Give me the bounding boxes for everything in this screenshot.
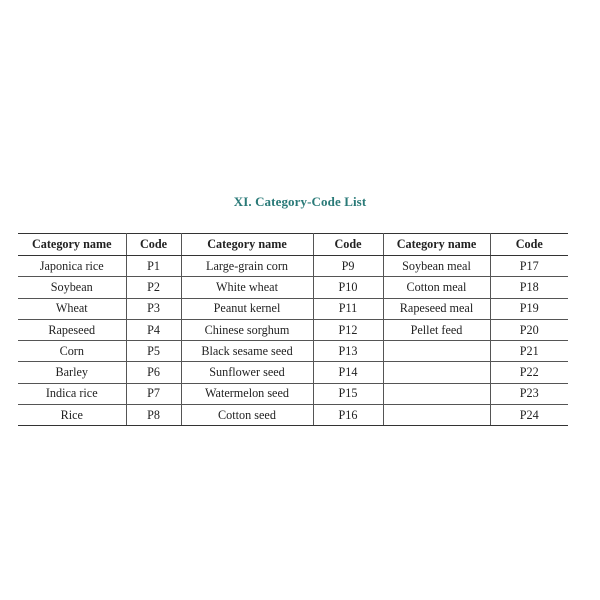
category-cell: Large-grain corn <box>181 256 313 277</box>
header-category-name: Category name <box>18 234 126 256</box>
category-cell: Soybean meal <box>383 256 490 277</box>
category-cell: Barley <box>18 362 126 383</box>
category-cell: White wheat <box>181 277 313 298</box>
code-cell: P10 <box>313 277 383 298</box>
code-cell: P23 <box>490 383 568 404</box>
category-cell: Indica rice <box>18 383 126 404</box>
table-row <box>18 405 568 426</box>
category-cell: Cotton meal <box>383 277 490 298</box>
code-cell: P20 <box>490 319 568 340</box>
header-category-name: Category name <box>181 234 313 256</box>
category-cell: Rapeseed meal <box>383 298 490 319</box>
table-row <box>18 362 568 383</box>
category-cell <box>383 405 490 426</box>
category-cell: Wheat <box>18 298 126 319</box>
header-code: Code <box>490 234 568 256</box>
table-row <box>18 383 568 404</box>
table-row <box>18 298 568 319</box>
table-row <box>18 341 568 362</box>
category-cell: Black sesame seed <box>181 341 313 362</box>
code-cell: P4 <box>126 319 181 340</box>
header-code: Code <box>313 234 383 256</box>
table-row <box>18 256 568 277</box>
page-title: XI. Category-Code List <box>233 194 367 209</box>
code-cell: P17 <box>490 256 568 277</box>
code-cell: P2 <box>126 277 181 298</box>
category-cell: Corn <box>18 341 126 362</box>
code-cell: P7 <box>126 383 181 404</box>
category-code-table <box>18 233 568 426</box>
code-cell: P9 <box>313 256 383 277</box>
code-cell: P6 <box>126 362 181 383</box>
category-cell <box>383 362 490 383</box>
category-cell: Peanut kernel <box>181 298 313 319</box>
category-cell: Watermelon seed <box>181 383 313 404</box>
table-header-row <box>18 234 568 256</box>
code-cell: P3 <box>126 298 181 319</box>
category-cell: Sunflower seed <box>181 362 313 383</box>
category-cell: Rice <box>18 405 126 426</box>
code-cell: P21 <box>490 341 568 362</box>
code-cell: P1 <box>126 256 181 277</box>
category-cell <box>383 341 490 362</box>
category-cell <box>383 383 490 404</box>
code-cell: P16 <box>313 405 383 426</box>
code-cell: P22 <box>490 362 568 383</box>
category-cell: Chinese sorghum <box>181 319 313 340</box>
code-cell: P15 <box>313 383 383 404</box>
header-code: Code <box>126 234 181 256</box>
category-cell: Pellet feed <box>383 319 490 340</box>
category-cell: Japonica rice <box>18 256 126 277</box>
code-cell: P18 <box>490 277 568 298</box>
category-cell: Soybean <box>18 277 126 298</box>
table-row <box>18 319 568 340</box>
code-cell: P5 <box>126 341 181 362</box>
code-cell: P8 <box>126 405 181 426</box>
code-cell: P24 <box>490 405 568 426</box>
category-cell: Cotton seed <box>181 405 313 426</box>
category-cell: Rapeseed <box>18 319 126 340</box>
code-cell: P13 <box>313 341 383 362</box>
code-cell: P12 <box>313 319 383 340</box>
header-category-name: Category name <box>383 234 490 256</box>
code-cell: P11 <box>313 298 383 319</box>
table-row <box>18 277 568 298</box>
code-cell: P14 <box>313 362 383 383</box>
code-cell: P19 <box>490 298 568 319</box>
